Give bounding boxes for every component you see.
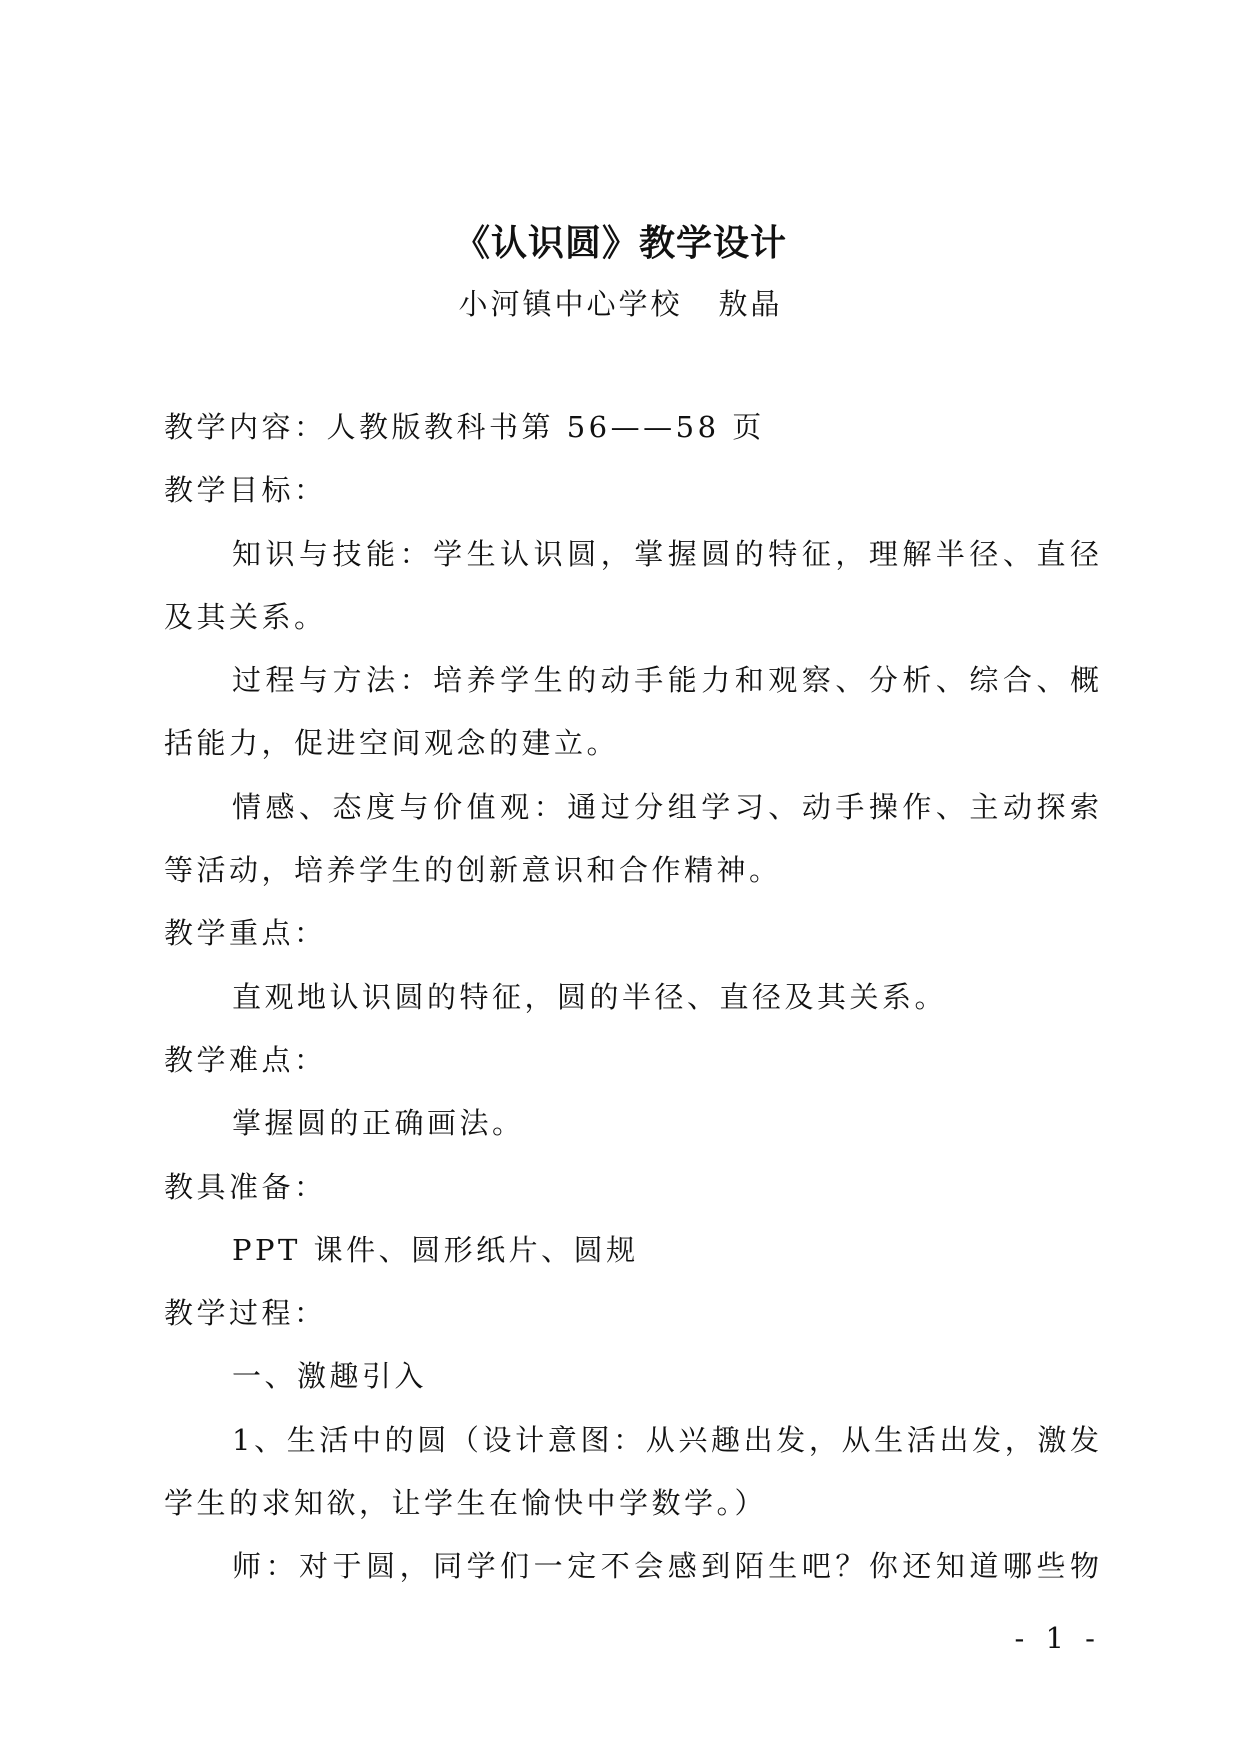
page-number: - 1 - [1014, 1621, 1101, 1655]
body-line-emotion-values: 情感、态度与价值观：通过分组学习、动手操作、主动探索 [232, 789, 1100, 824]
body-line-knowledge-skills-cont: 及其关系。 [164, 599, 327, 634]
heading-difficult-points: 教学难点： [164, 1042, 327, 1077]
body-line-circles-in-life: 1、生活中的圆（设计意图：从兴趣出发，从生活出发，激发 [232, 1422, 1100, 1457]
heading-key-points: 教学重点： [164, 916, 327, 951]
heading-teaching-objectives: 教学目标： [164, 473, 327, 508]
body-line-difficult-points: 掌握圆的正确画法。 [232, 1106, 525, 1141]
body-line-key-points: 直观地认识圆的特征，圆的半径、直径及其关系。 [232, 979, 948, 1014]
body-line-circles-in-life-cont: 学生的求知欲，让学生在愉快中学数学。） [164, 1486, 768, 1521]
heading-teaching-process: 教学过程： [164, 1296, 327, 1331]
body-line-process-method: 过程与方法：培养学生的动手能力和观察、分析、综合、概 [232, 663, 1100, 698]
body-line-process-method-cont: 括能力，促进空间观念的建立。 [164, 726, 620, 761]
heading-teaching-aids: 教具准备： [164, 1169, 327, 1204]
document-body [164, 402, 1100, 1605]
section-heading-introduction: 一、激趣引入 [232, 1359, 428, 1394]
body-line-teaching-content: 教学内容：人教版教科书第 56——58 页 [164, 410, 765, 444]
author-school: 小河镇中心学校 [458, 287, 683, 321]
author-name: 敖晶 [718, 287, 783, 321]
body-line-knowledge-skills: 知识与技能：学生认识圆，掌握圆的特征，理解半径、直径 [232, 536, 1100, 571]
body-line-teaching-aids: PPT 课件、圆形纸片、圆规 [232, 1232, 639, 1267]
document-title: 《认识圆》教学设计 [453, 222, 787, 264]
body-line-teacher-prompt: 师：对于圆，同学们一定不会感到陌生吧？你还知道哪些物 [232, 1549, 1100, 1584]
author-line [0, 282, 1241, 326]
body-line-emotion-values-cont: 等活动，培养学生的创新意识和合作精神。 [164, 853, 782, 888]
